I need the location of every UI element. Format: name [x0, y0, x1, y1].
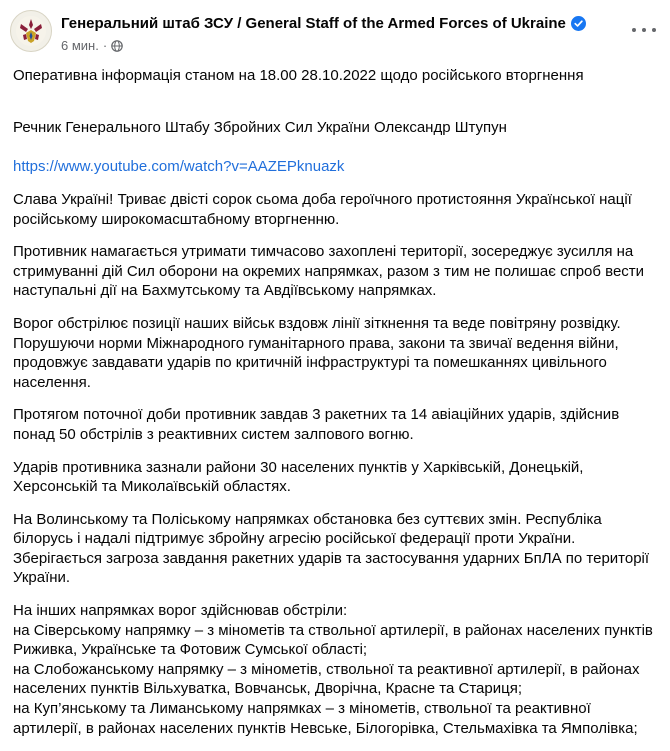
post-meta	[61, 38, 123, 53]
video-link[interactable]: https://www.youtube.com/watch?v=AAZEPknuazk	[13, 158, 345, 176]
post-paragraph: На Волинському та Поліському напрямках обстановка без суттєвих змін. Республіка білорусь і надалі підтримує збройну агресію російської федерації проти України. Зберігається загроза завдання ракетних ударів та застосування ударних БпЛА по території України.	[13, 510, 650, 587]
armed-forces-emblem-icon	[15, 15, 47, 47]
post-paragraph: На інших напрямках ворог здійснював обстріли: на Сіверському напрямку – з мінометів та ствольної артилерії, в районах населених пунктів Риживка, Українське та Фотовиж Сумської області; на Слобожанському напрямку – з мінометів, ствольної та реактивної артилерії, в районах населених пунктів Вільхуватка, Вовчанськ, Дворічна, Красне та Стариця; на Куп’янському та Лиманському напрямках – з мінометів, ствольної та реактивної артилерії, в районах населених пунктів Невське, Білогорівка, Стельмахівка та Ямполівка;	[13, 602, 653, 737]
meta-separator: ·	[102, 38, 108, 53]
verified-badge-icon	[571, 16, 586, 31]
more-options-icon-dot	[642, 28, 646, 32]
globe-icon[interactable]	[111, 40, 123, 52]
post-body	[13, 66, 659, 751]
speaker-line: Речник Генерального Штабу Збройних Сил України Олександр Штупун	[13, 119, 507, 137]
page-name[interactable]	[61, 15, 586, 32]
post-paragraph: Противник намагається утримати тимчасово захоплені території, зосереджує зусилля на стримуванні дій Сил оборони на окремих напрямках, разом з тим не полишає спроб вести наступальні дії на Бахмутському та Авдіївському напрямках.	[13, 243, 645, 300]
post-timestamp[interactable]: 6 мин.	[61, 38, 99, 53]
post-title-line: Оперативна інформація станом на 18.00 28.10.2022 щодо російського вторгнення	[13, 67, 584, 84]
post-paragraph: Слава Україні! Триває двісті сорок сьома доба героїчного протистояння Української нації російському широкомасштабному вторгненню.	[13, 190, 632, 228]
more-options-icon	[632, 28, 636, 32]
avatar[interactable]	[10, 10, 52, 52]
post-speaker-block	[13, 99, 659, 177]
page-name-text[interactable]: Генеральний штаб ЗСУ / General Staff of the Armed Forces of Ukraine	[61, 15, 566, 32]
post-paragraph: Протягом поточної доби противник завдав 3 ракетних та 14 авіаційних ударів, здійснив понад 50 обстрілів з реактивних систем залпового вогню.	[13, 406, 620, 443]
post-header	[0, 0, 670, 64]
more-options-button[interactable]	[632, 22, 656, 38]
post-paragraph: Ударів противника зазнали райони 30 населених пунктів у Харківській, Донецькій, Херсонській та Миколаївській областях.	[13, 458, 584, 496]
more-options-icon-dot	[652, 28, 656, 32]
post-paragraph: Ворог обстрілює позиції наших військ вздовж лінії зіткнення та веде повітряну розвідку. Порушуючи норми Міжнародного гуманітарного права, закони та звичаї ведення війни, продовжує завдавати ударів по критичній інфраструктурі та помешканнях цивільного населення.	[13, 314, 621, 391]
